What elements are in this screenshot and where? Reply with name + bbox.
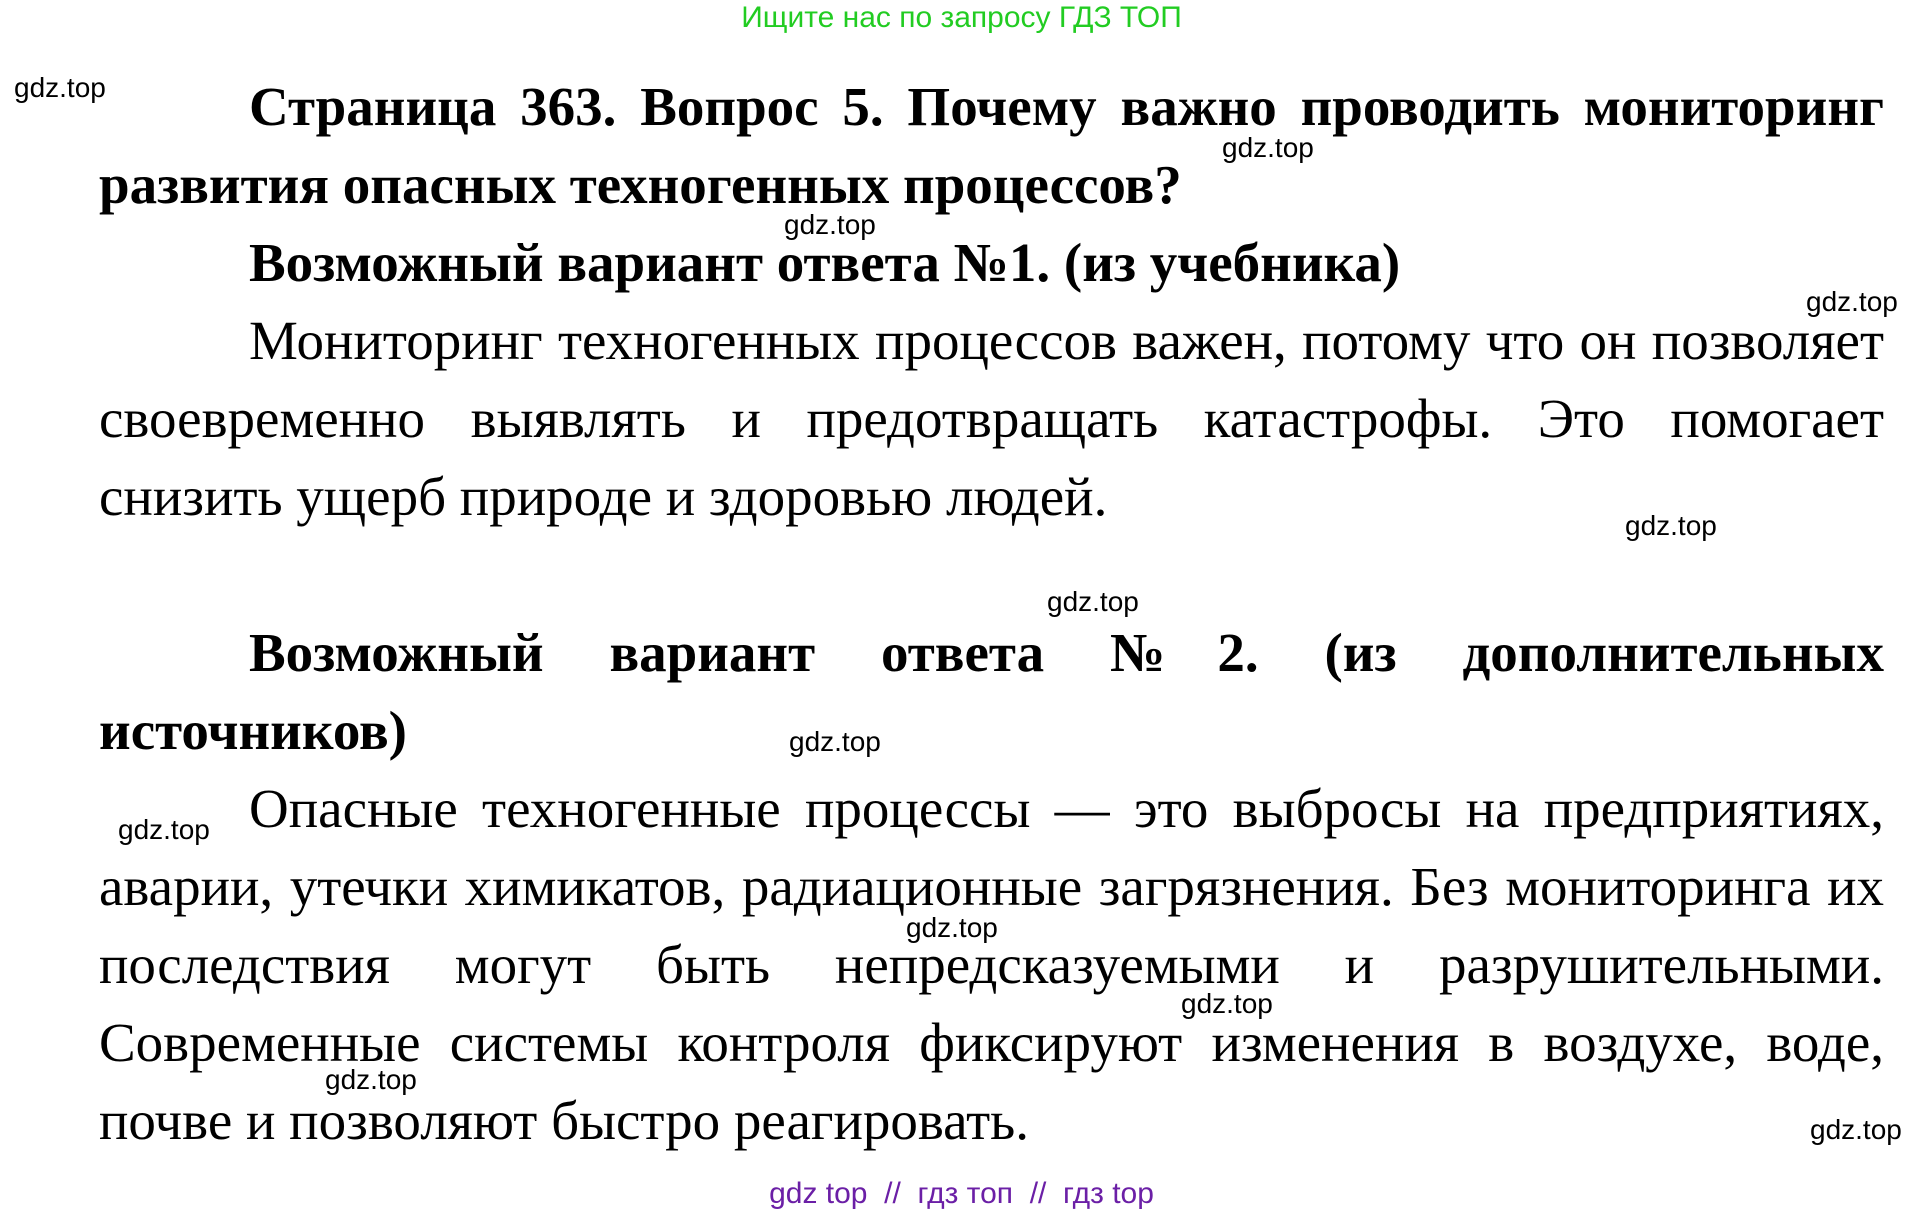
answer-content [99, 68, 1884, 1160]
section-spacer [99, 536, 1884, 614]
answer-2-heading: Возможный вариант ответа №2. (из дополнительных источников) [99, 622, 1884, 761]
watermark: gdz.top [784, 209, 876, 240]
top-banner: Ищите нас по запросу ГДЗ ТОП [741, 1, 1182, 34]
watermark: gdz.top [1625, 510, 1717, 541]
watermark: gdz.top [789, 726, 881, 757]
watermark: gdz.top [14, 72, 106, 103]
watermark: gdz.top [906, 912, 998, 943]
watermark: gdz.top [1047, 586, 1139, 617]
footer-links: gdz top // гдз топ // гдз top [769, 1177, 1154, 1210]
watermark: gdz.top [1806, 286, 1898, 317]
answer-1-heading: Возможный вариант ответа №1. (из учебника) [249, 232, 1401, 293]
question-title: Страница 363. Вопрос 5. Почему важно проводить мониторинг развития опасных техногенных процессов? [99, 76, 1884, 215]
watermark: gdz.top [1810, 1114, 1902, 1145]
watermark: gdz.top [1222, 132, 1314, 163]
watermark: gdz.top [118, 814, 210, 845]
answer-1-text: Мониторинг техногенных процессов важен, потому что он позволяет своевременно выявлять и предотвращать катастрофы. Это помогает снизить ущерб природе и здоровью людей. [99, 310, 1884, 527]
watermark: gdz.top [1181, 988, 1273, 1019]
answer-2-text: Опасные техногенные процессы — это выбросы на предприятиях, аварии, утечки химикатов, радиационные загрязнения. Без мониторинга их последствия могут быть непредсказуемыми и разрушительными. Современные системы контроля фиксируют изменения в воздухе, воде, почве и позволяют быстро реагировать. [99, 778, 1884, 1151]
watermark: gdz.top [325, 1064, 417, 1095]
